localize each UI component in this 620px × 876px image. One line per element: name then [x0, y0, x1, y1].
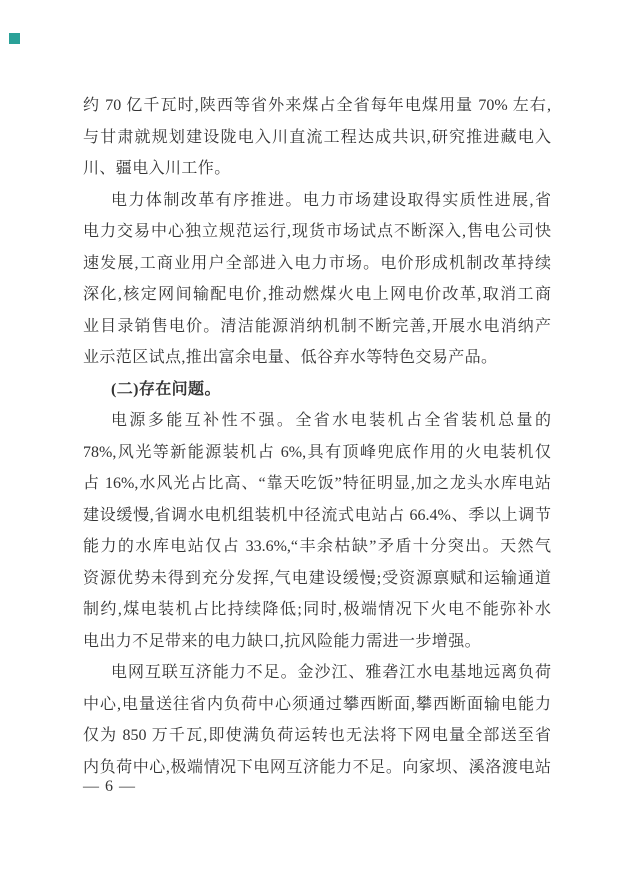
text-line: 电力体制改革有序推进。电力市场建设取得实质性进展,省: [111, 191, 551, 209]
text-line: 建设缓慢,省调水电机组装机中径流式电站占 66.4%、季以上调节: [83, 506, 551, 524]
text-line: 内负荷中心,极端情况下电网互济能力不足。向家坝、溪洛渡电站: [83, 758, 551, 776]
text-line: 能力的水库电站仅占 33.6%,“丰余枯缺”矛盾十分突出。天然气: [83, 538, 551, 555]
section-heading: (二)存在问题。: [111, 380, 221, 398]
text-line: 业目录销售电价。清洁能源消纳机制不断完善,开展水电消纳产: [83, 317, 551, 335]
text-line: 78%,风光等新能源装机占 6%,具有顶峰兜底作用的火电装机仅: [83, 443, 551, 461]
text-line: 业示范区试点,推出富余电量、低谷弃水等特色交易产品。: [83, 349, 498, 366]
text-line: 电力交易中心独立规范运行,现货市场试点不断深入,售电公司快: [83, 223, 551, 240]
text-line: 约 70 亿千瓦时,陕西等省外来煤占全省每年电煤用量 70% 左右,: [83, 97, 551, 114]
text-line: 电源多能互补性不强。全省水电装机占全省装机总量的: [111, 412, 551, 429]
text-line: 深化,核定网间输配电价,推动燃煤火电上网电价改革,取消工商: [83, 286, 551, 303]
text-line: 电出力不足带来的电力缺口,抗风险能力需进一步增强。: [83, 632, 482, 650]
text-line: 占 16%,水风光占比高、“靠天吃饭”特征明显,加之龙头水库电站: [83, 475, 551, 492]
page-number: — 6 —: [83, 778, 136, 795]
text-line: 电网互联互济能力不足。金沙江、雅砻江水电基地远离负荷: [111, 664, 551, 681]
document-body: [83, 90, 551, 783]
corner-marker: [9, 33, 20, 44]
text-line: 仅为 850 万千瓦,即使满负荷运转也无法将下网电量全部送至省: [83, 727, 551, 744]
text-line: 与甘肃就规划建设陇电入川直流工程达成共识,研究推进藏电入: [83, 128, 551, 146]
text-line: 川、疆电入川工作。: [83, 160, 231, 177]
text-line: 速发展,工商业用户全部进入电力市场。电价形成机制改革持续: [83, 254, 551, 272]
text-line: 制约,煤电装机占比持续降低;同时,极端情况下火电不能弥补水: [83, 601, 551, 618]
text-line: 中心,电量送往省内负荷中心须通过攀西断面,攀西断面输电能力: [83, 695, 551, 713]
text-line: 资源优势未得到充分发挥,气电建设缓慢;受资源禀赋和运输通道: [83, 569, 551, 587]
